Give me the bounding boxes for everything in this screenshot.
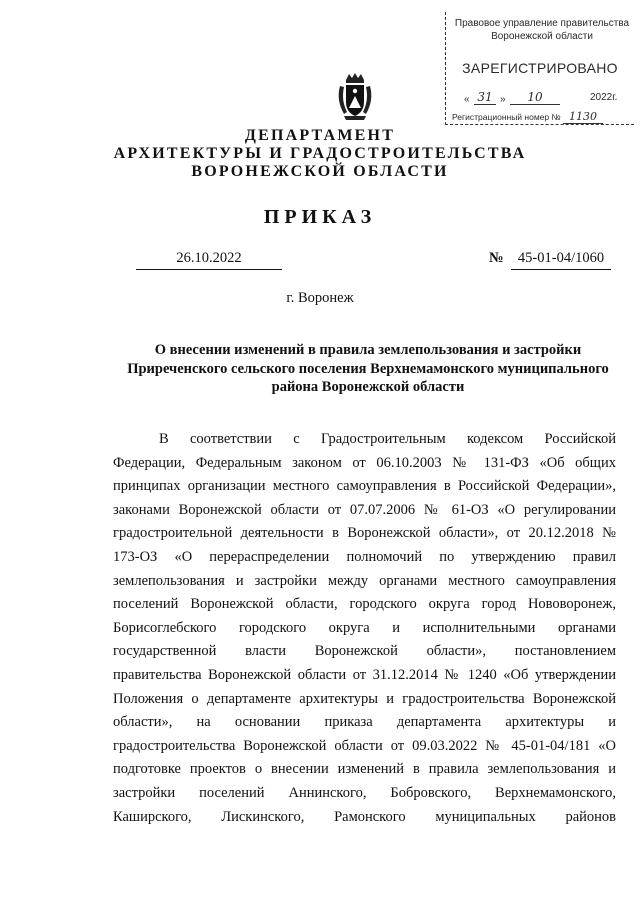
body-line: законами Воронежской области от 07.07.2006 № 61-ОЗ «О регулировании [113,501,616,518]
department-name-line1: ДЕПАРТАМЕНТ [244,127,396,144]
department-name-line2: АРХИТЕКТУРЫ И ГРАДОСТРОИТЕЛЬСТВА [113,145,527,162]
document-number: 45-01-04/1060 [511,250,611,270]
body-line: землепользования и застройки между органами местного самоуправления [113,572,616,589]
stamp-organization [452,17,632,43]
stamp-quote-close: » [500,94,506,105]
stamp-registered-label: ЗАРЕГИСТРИРОВАНО [462,60,618,76]
document-type-title: ПРИКАЗ [263,206,377,228]
body-line: Борисоглебского городского округа и исполнительными органами [113,619,616,636]
body-line: градостроительства Воронежской области от 09.03.2022 № 45-01-04/181 «О [113,737,616,754]
stamp-date [462,92,632,108]
subject-line2: Приреченского сельского поселения Верхнемамонского муниципального [127,360,609,377]
stamp-org-line2: Воронежской области [491,31,593,42]
body-line: градостроительной деятельности в Воронежской области», от 20.12.2018 № [113,525,616,542]
body-line: поселений Воронежской области, городского округа город Нововоронеж, [113,596,616,613]
stamp-regno-value: 1130 [563,110,603,124]
document-number-label: № [489,250,504,266]
stamp-year: 2022г. [590,92,618,103]
body-line: подготовке проектов о внесении изменений в правила землепользования и [113,761,616,778]
document-date: 26.10.2022 [136,250,282,270]
body-line: Федерации, Федеральным законом от 06.10.2003 № 131-ФЗ «Об общих [113,454,616,471]
department-name-line3: ВОРОНЕЖСКОЙ ОБЛАСТИ [191,163,449,180]
body-line: В соответствии с Градостроительным кодексом Российской [159,431,616,447]
stamp-registration-number [452,110,636,123]
document-city: г. Воронеж [286,290,354,306]
body-line: 173-ОЗ «О перераспределении полномочий по утверждению правил [113,548,616,565]
stamp-quote-open: « [464,94,470,105]
body-line: области», на основании приказа департамента архитектуры и [113,714,616,731]
subject-line3: района Воронежской области [271,379,465,395]
document-subject [118,341,618,397]
stamp-month: 10 [510,90,560,105]
body-line: Положения о департаменте архитектуры и градостроительства Воронежской [113,690,616,707]
stamp-day: 31 [474,90,496,105]
voronezh-coat-of-arms-icon [334,72,376,122]
stamp-org-line1: Правовое управление правительства [454,18,630,29]
subject-line1: О внесении изменений в правила землепользования и застройки [154,342,582,358]
stamp-regno-label: Регистрационный номер № [452,112,561,122]
registration-stamp [445,12,634,125]
body-line: государственной власти Воронежской области», постановлением [113,643,616,660]
body-line: правительства Воронежской области от 31.12.2014 № 1240 «Об утверждении [113,666,616,683]
body-line: застройки поселений Аннинского, Бобровского, Верхнемамонского, [113,784,616,801]
body-line: Каширского, Лискинского, Рамонского муниципальных районов [113,808,616,825]
body-line: принципах организации местного самоуправления в Российской Федерации», [113,478,616,495]
document-body [113,428,616,829]
